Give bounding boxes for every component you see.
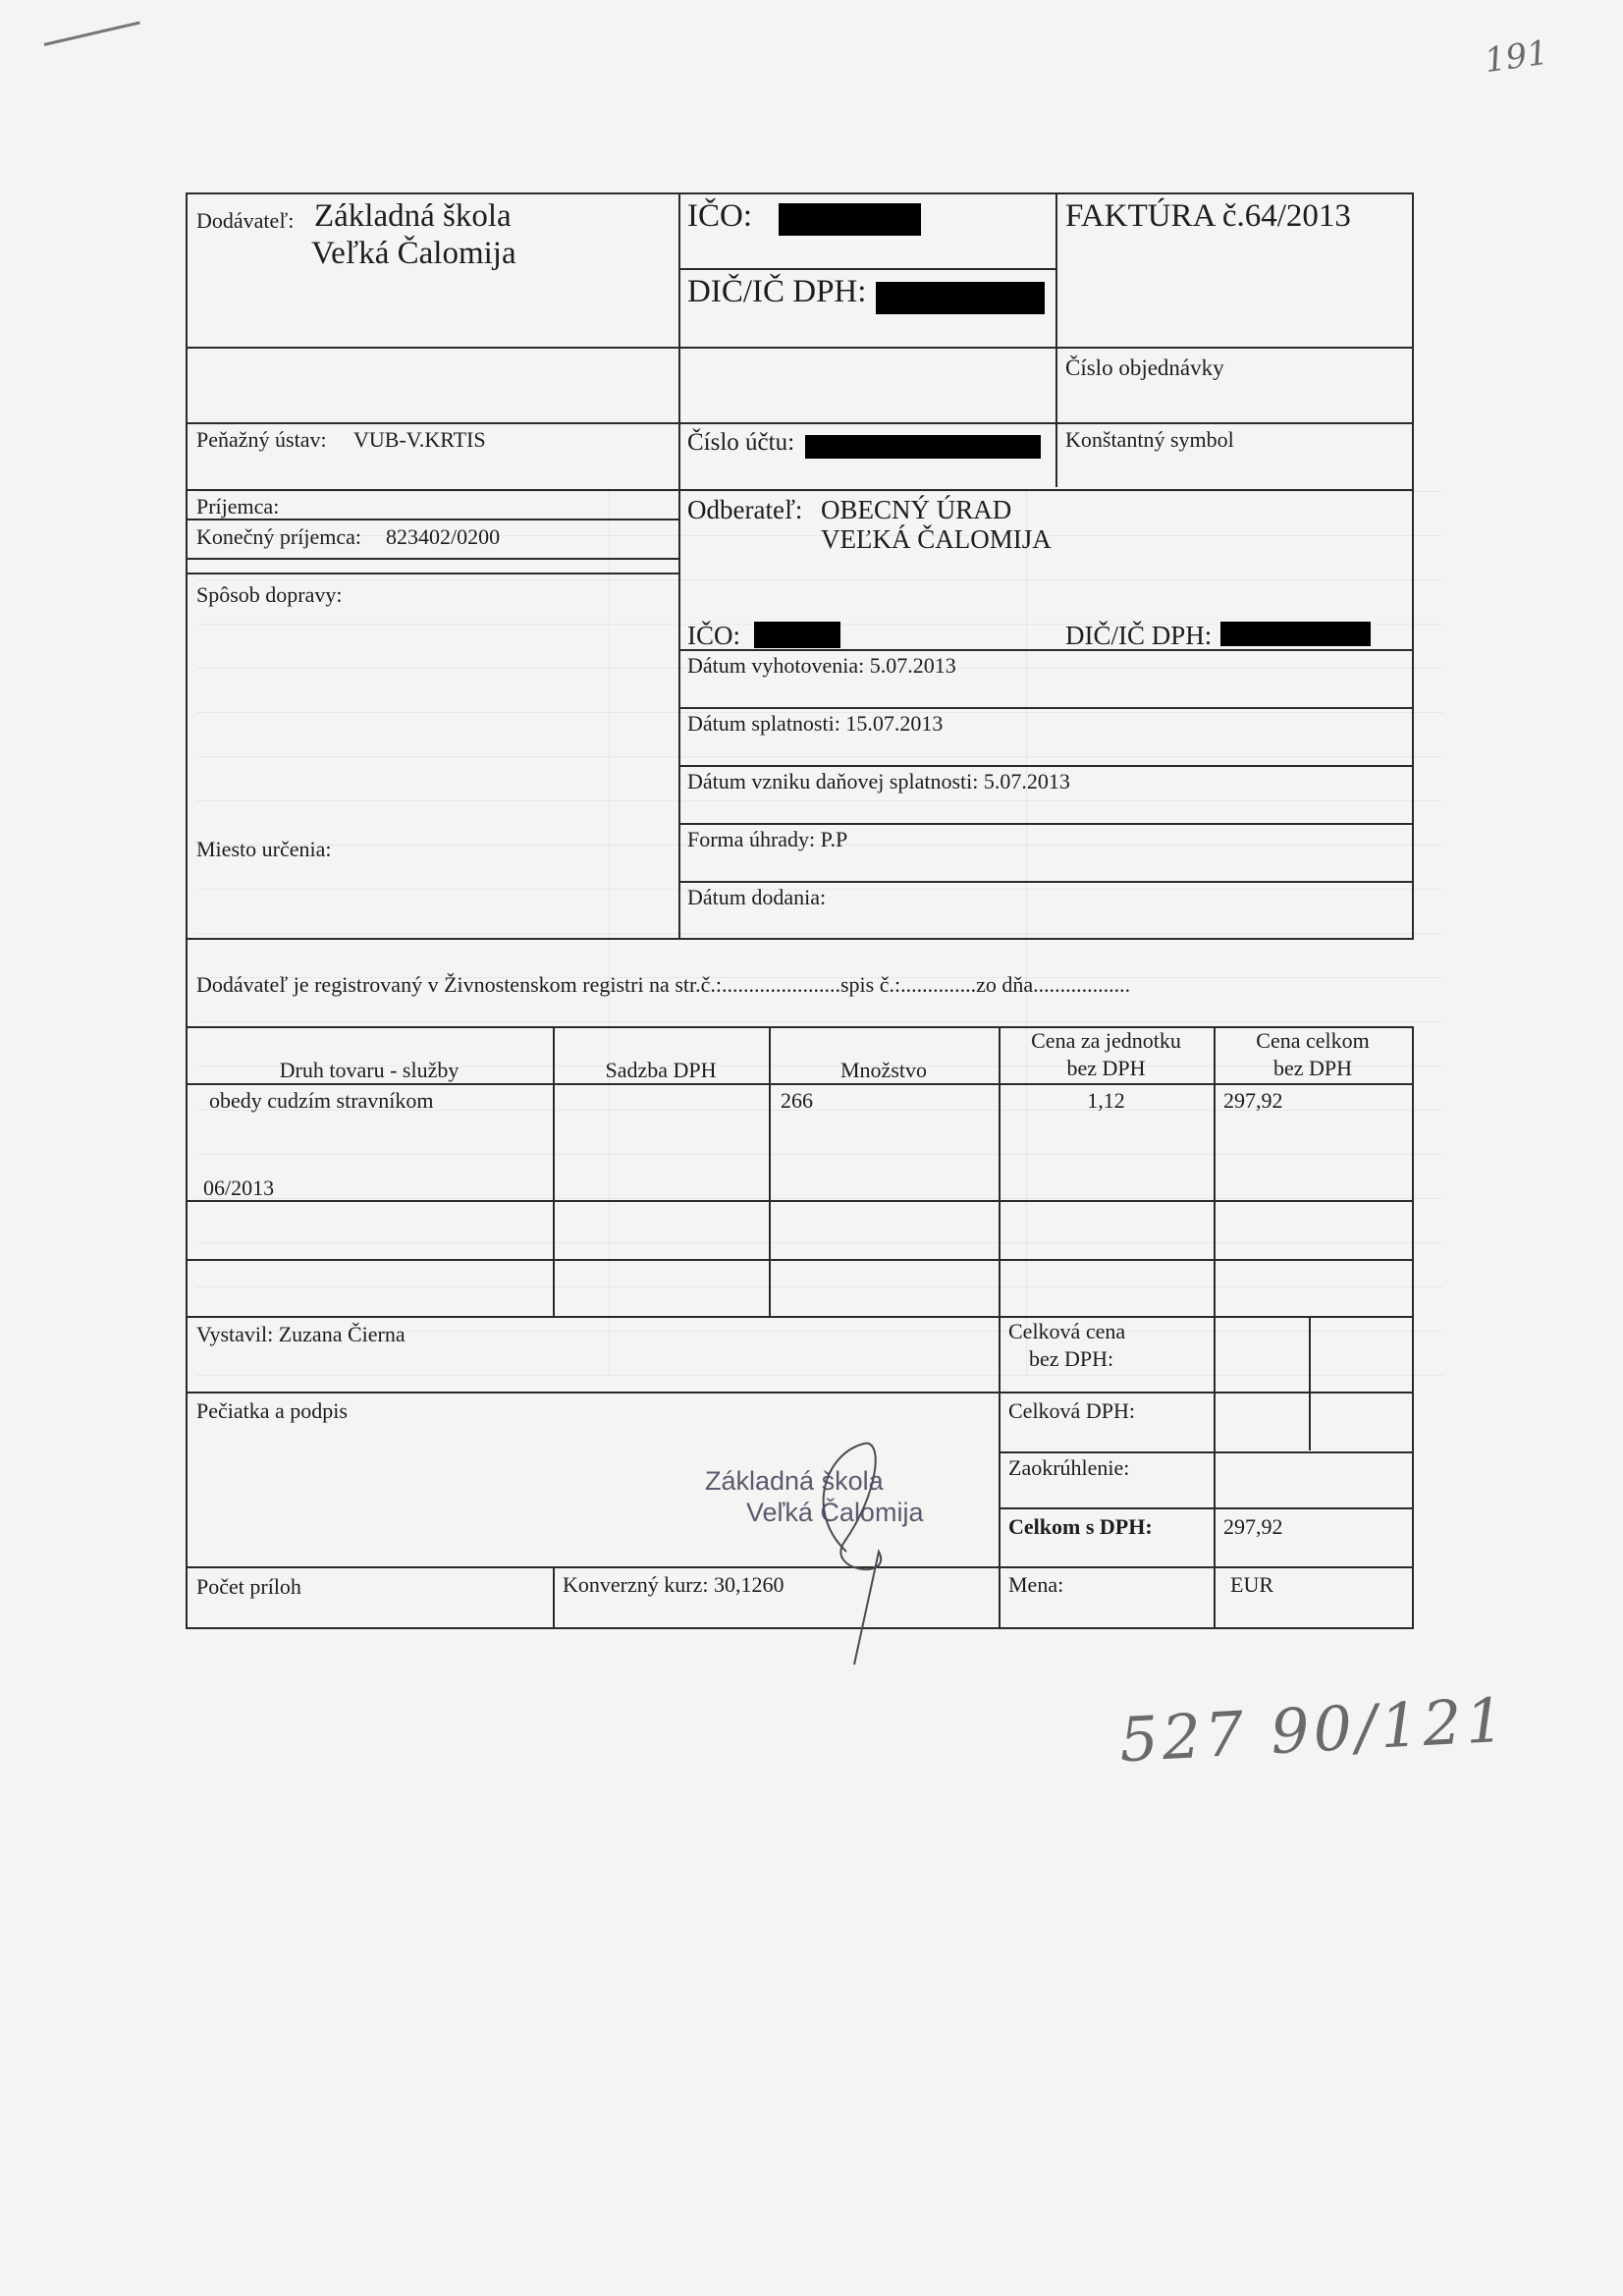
supplier-name-line1: Základná škola [314,198,512,234]
date-tax-point: Dátum vzniku daňovej splatnosti: 5.07.2013 [687,769,1070,793]
destination-label: Miesto určenia: [196,837,332,861]
total-without-vat-label-2: bez DPH: [1029,1346,1114,1371]
col-unit-price-header-2: bez DPH [1066,1056,1146,1080]
issued-by: Vystavil: Zuzana Čierna [196,1322,406,1346]
page-number: 191 [1482,32,1551,82]
stamp-line1: Základná škola [705,1466,884,1496]
bank-label: Peňažný ústav: [196,427,327,452]
date-issued: Dátum vyhotovenia: 5.07.2013 [687,653,956,678]
row1-goods: obedy cudzím stravníkom [209,1088,434,1113]
customer-label: Odberateľ: [687,495,803,524]
customer-ico-redacted [754,622,840,648]
supplier-ico-redacted [779,203,921,236]
transport-label: Spôsob dopravy: [196,582,343,607]
total-with-vat-value: 297,92 [1223,1514,1283,1539]
currency-label: Mena: [1008,1572,1064,1597]
account-label: Číslo účtu: [687,429,795,456]
supplier-dic-redacted [876,282,1045,314]
final-recipient-label: Konečný príjemca: [196,524,361,549]
total-without-vat-label-1: Celková cena [1008,1319,1126,1343]
delivery-date: Dátum dodania: [687,885,827,909]
recipient-label: Príjemca: [196,494,280,519]
customer-line1: OBECNÝ ÚRAD [821,495,1012,524]
currency-value: EUR [1230,1572,1273,1597]
payment-method: Forma úhrady: P.P [687,827,848,851]
col-qty-header: Množstvo [840,1058,927,1082]
row2-goods: 06/2013 [203,1175,275,1200]
supplier-label: Dodávateľ: [196,208,295,233]
customer-line2: VEĽKÁ ČALOMIJA [821,524,1052,554]
bank-value: VUB-V.KRTIS [353,427,486,452]
handwritten-note: 527 90/121 [1117,1683,1510,1777]
signature [785,1434,923,1669]
supplier-name-line2: Veľká Čalomija [311,236,516,271]
account-redacted [805,435,1041,459]
customer-ico-label: IČO: [687,621,740,650]
rounding-label: Zaokrúhlenie: [1008,1455,1130,1480]
col-total-header-1: Cena celkom [1256,1028,1370,1053]
customer-dic-label: DIČ/IČ DPH: [1065,621,1213,650]
registry-line: Dodávateľ je registrovaný v Živnostenskom registri na str.č.:......................spis č.:..............zo dňa.................. [196,972,1131,997]
row1-unit-price: 1,12 [1087,1088,1125,1113]
row1-quantity: 266 [781,1088,813,1113]
supplier-ico-label: IČO: [687,198,752,234]
constant-symbol-label: Konštantný symbol [1065,427,1234,452]
col-vat-header: Sadzba DPH [605,1058,717,1082]
row1-total: 297,92 [1223,1088,1283,1113]
supplier-dic-label: DIČ/IČ DPH: [687,274,867,309]
col-unit-price-header-1: Cena za jednotku [1031,1028,1181,1053]
customer-dic-redacted [1220,622,1371,646]
scan-mark [44,22,140,46]
date-due: Dátum splatnosti: 15.07.2013 [687,711,944,736]
total-with-vat-label: Celkom s DPH: [1008,1514,1153,1539]
col-goods-header: Druh tovaru - služby [279,1058,460,1082]
exchange-rate: Konverzný kurz: 30,1260 [563,1572,784,1597]
attachments-label: Počet príloh [196,1574,301,1599]
order-number-label: Číslo objednávky [1065,355,1224,380]
invoice-title: FAKTÚRA č.64/2013 [1065,198,1351,234]
col-total-header-2: bez DPH [1272,1056,1353,1080]
stamp-signature-label: Pečiatka a podpis [196,1398,348,1423]
total-vat-label: Celková DPH: [1008,1398,1135,1423]
stamp-line2: Veľká Čalomija [746,1498,924,1528]
final-recipient-value: 823402/0200 [386,524,501,549]
